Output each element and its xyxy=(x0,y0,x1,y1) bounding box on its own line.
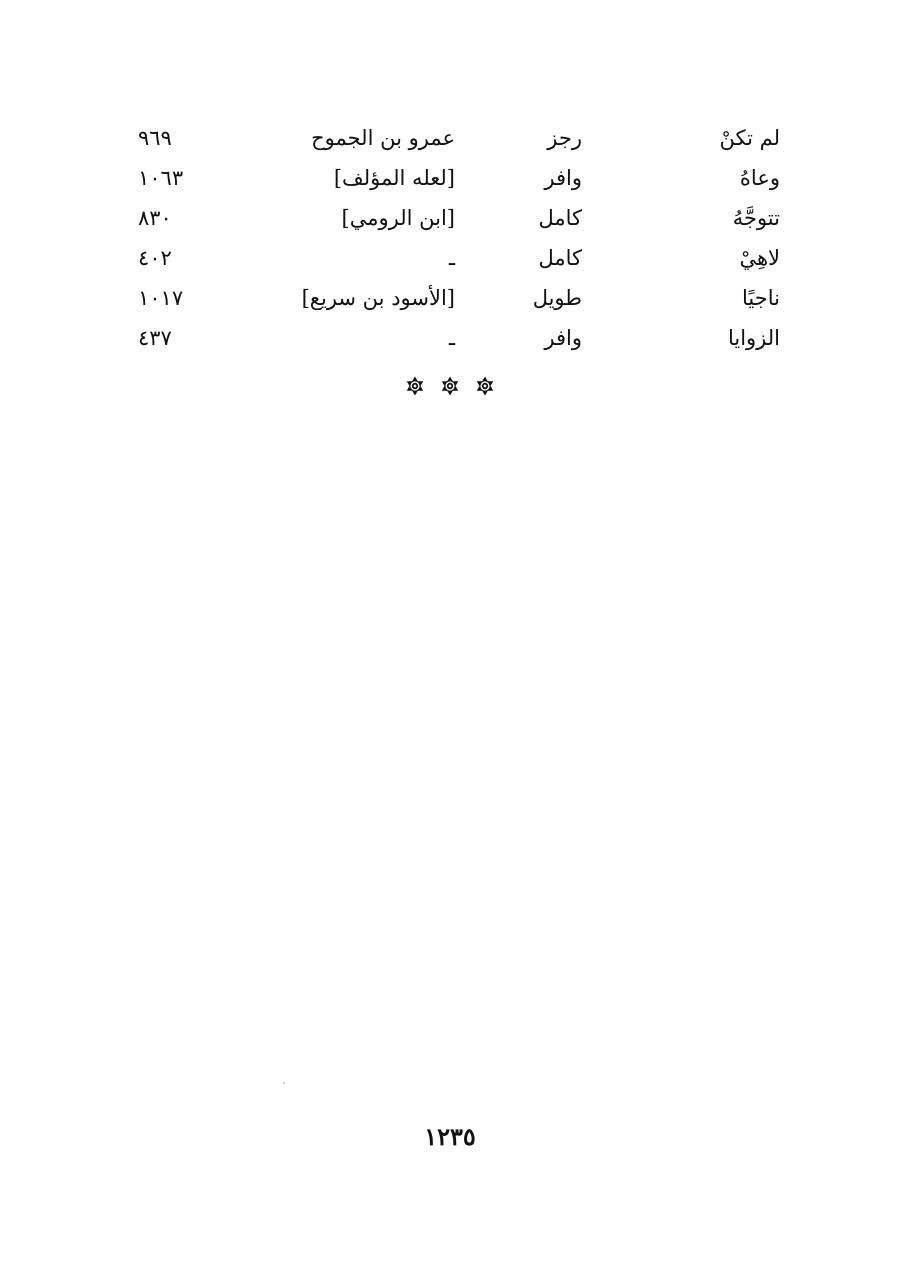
poet: ـ xyxy=(448,246,455,270)
scan-speck xyxy=(283,1082,285,1084)
page-reference: ٨٣٠ xyxy=(138,206,172,230)
poet: [الأسود بن سريع] xyxy=(301,286,455,310)
meter: وافر xyxy=(544,166,582,190)
index-row xyxy=(130,318,780,358)
page-reference: ٩٦٩ xyxy=(138,126,172,150)
meter: طويل xyxy=(532,286,582,310)
meter: رجز xyxy=(547,126,582,150)
rhyme-word: تتوجَّهُ xyxy=(732,206,780,230)
page-reference: ٤٣٧ xyxy=(138,326,172,350)
flower-ornament-icon xyxy=(440,376,460,396)
section-end-ornaments xyxy=(0,375,900,396)
poet: [ابن الرومي] xyxy=(341,206,455,230)
page-reference: ١٠٦٣ xyxy=(138,166,184,190)
index-row xyxy=(130,158,780,198)
rhyme-word: لاهِيْ xyxy=(739,246,780,270)
flower-ornament-icon xyxy=(475,376,495,396)
index-row xyxy=(130,118,780,158)
rhyme-word: وعاهُ xyxy=(739,166,780,190)
meter: كامل xyxy=(538,246,582,270)
index-row xyxy=(130,238,780,278)
index-row xyxy=(130,278,780,318)
poet: [لعله المؤلف] xyxy=(333,166,455,190)
page-number: ١٢٣٥ xyxy=(424,1122,476,1151)
rhyme-index-table xyxy=(130,118,780,358)
index-row xyxy=(130,198,780,238)
poet: عمرو بن الجموح xyxy=(311,126,455,150)
page-reference: ٤٠٢ xyxy=(138,246,172,270)
rhyme-word: لم تكنْ xyxy=(719,126,780,150)
rhyme-word: الزوايا xyxy=(727,326,780,350)
page-reference: ١٠١٧ xyxy=(138,286,184,310)
meter: وافر xyxy=(544,326,582,350)
poet: ـ xyxy=(448,326,455,350)
flower-ornament-icon xyxy=(405,376,425,396)
meter: كامل xyxy=(538,206,582,230)
rhyme-word: ناجيًا xyxy=(742,286,780,310)
